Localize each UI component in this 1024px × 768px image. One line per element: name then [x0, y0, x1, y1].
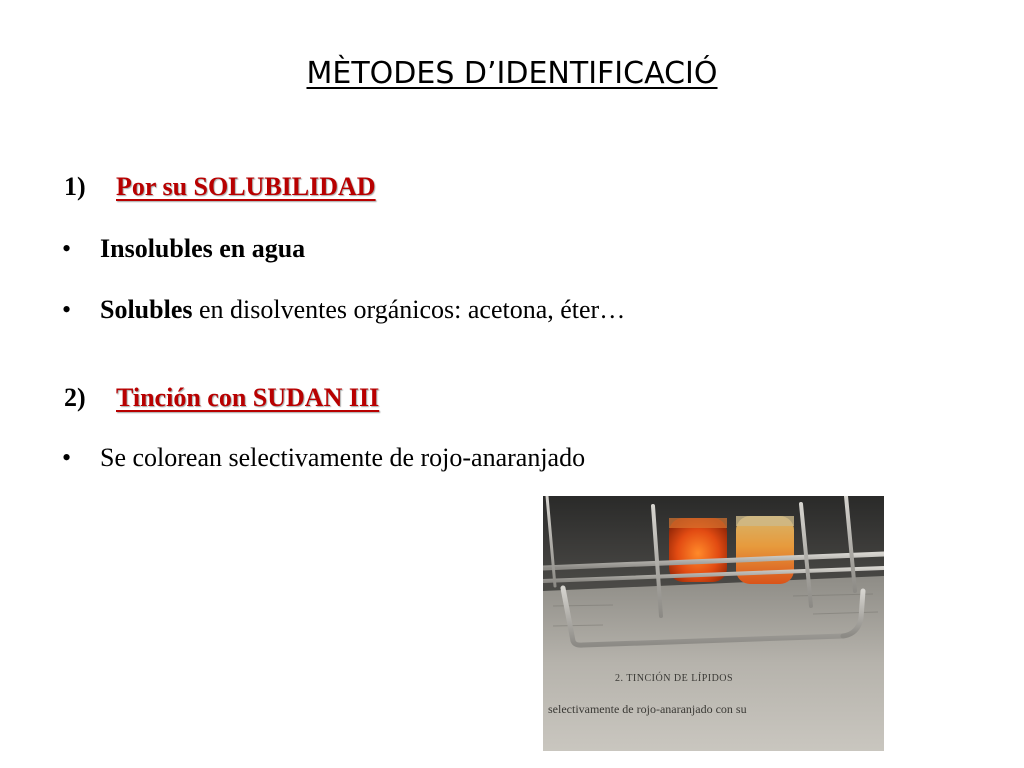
photo-caption-line2: selectivamente de rojo-anaranjado con su	[548, 702, 747, 716]
photo-caption-line1: 2. TINCIÓN DE LÍPIDOS	[615, 673, 734, 684]
bullet-icon: •	[62, 234, 72, 263]
slide-title-text: MÈTODES D’IDENTIFICACIÓ	[306, 56, 718, 91]
bullet-text: en disolventes orgánicos: acetona, éter…	[192, 295, 626, 324]
section-heading-solubility	[64, 170, 376, 204]
section-number: 2)	[64, 383, 86, 412]
bullet-insolubles	[62, 232, 305, 266]
section-heading-text: Tinción con SUDAN III	[116, 383, 380, 412]
section-heading-text: Por su SOLUBILIDAD	[116, 172, 376, 201]
bullet-bold-text: Solubles	[100, 295, 193, 324]
section-number: 1)	[64, 172, 86, 201]
sudan-test-tubes-photo	[543, 496, 884, 751]
bullet-colorean	[62, 441, 585, 475]
bullet-text: Se colorean selectivamente de rojo-anaranjado	[100, 443, 586, 472]
slide-title	[0, 52, 1024, 96]
bullet-solubles	[62, 293, 625, 327]
section-heading-sudan	[64, 381, 379, 415]
bullet-icon: •	[62, 295, 72, 324]
bullet-icon: •	[62, 443, 72, 472]
bullet-bold-text: Insolubles en agua	[100, 234, 306, 263]
